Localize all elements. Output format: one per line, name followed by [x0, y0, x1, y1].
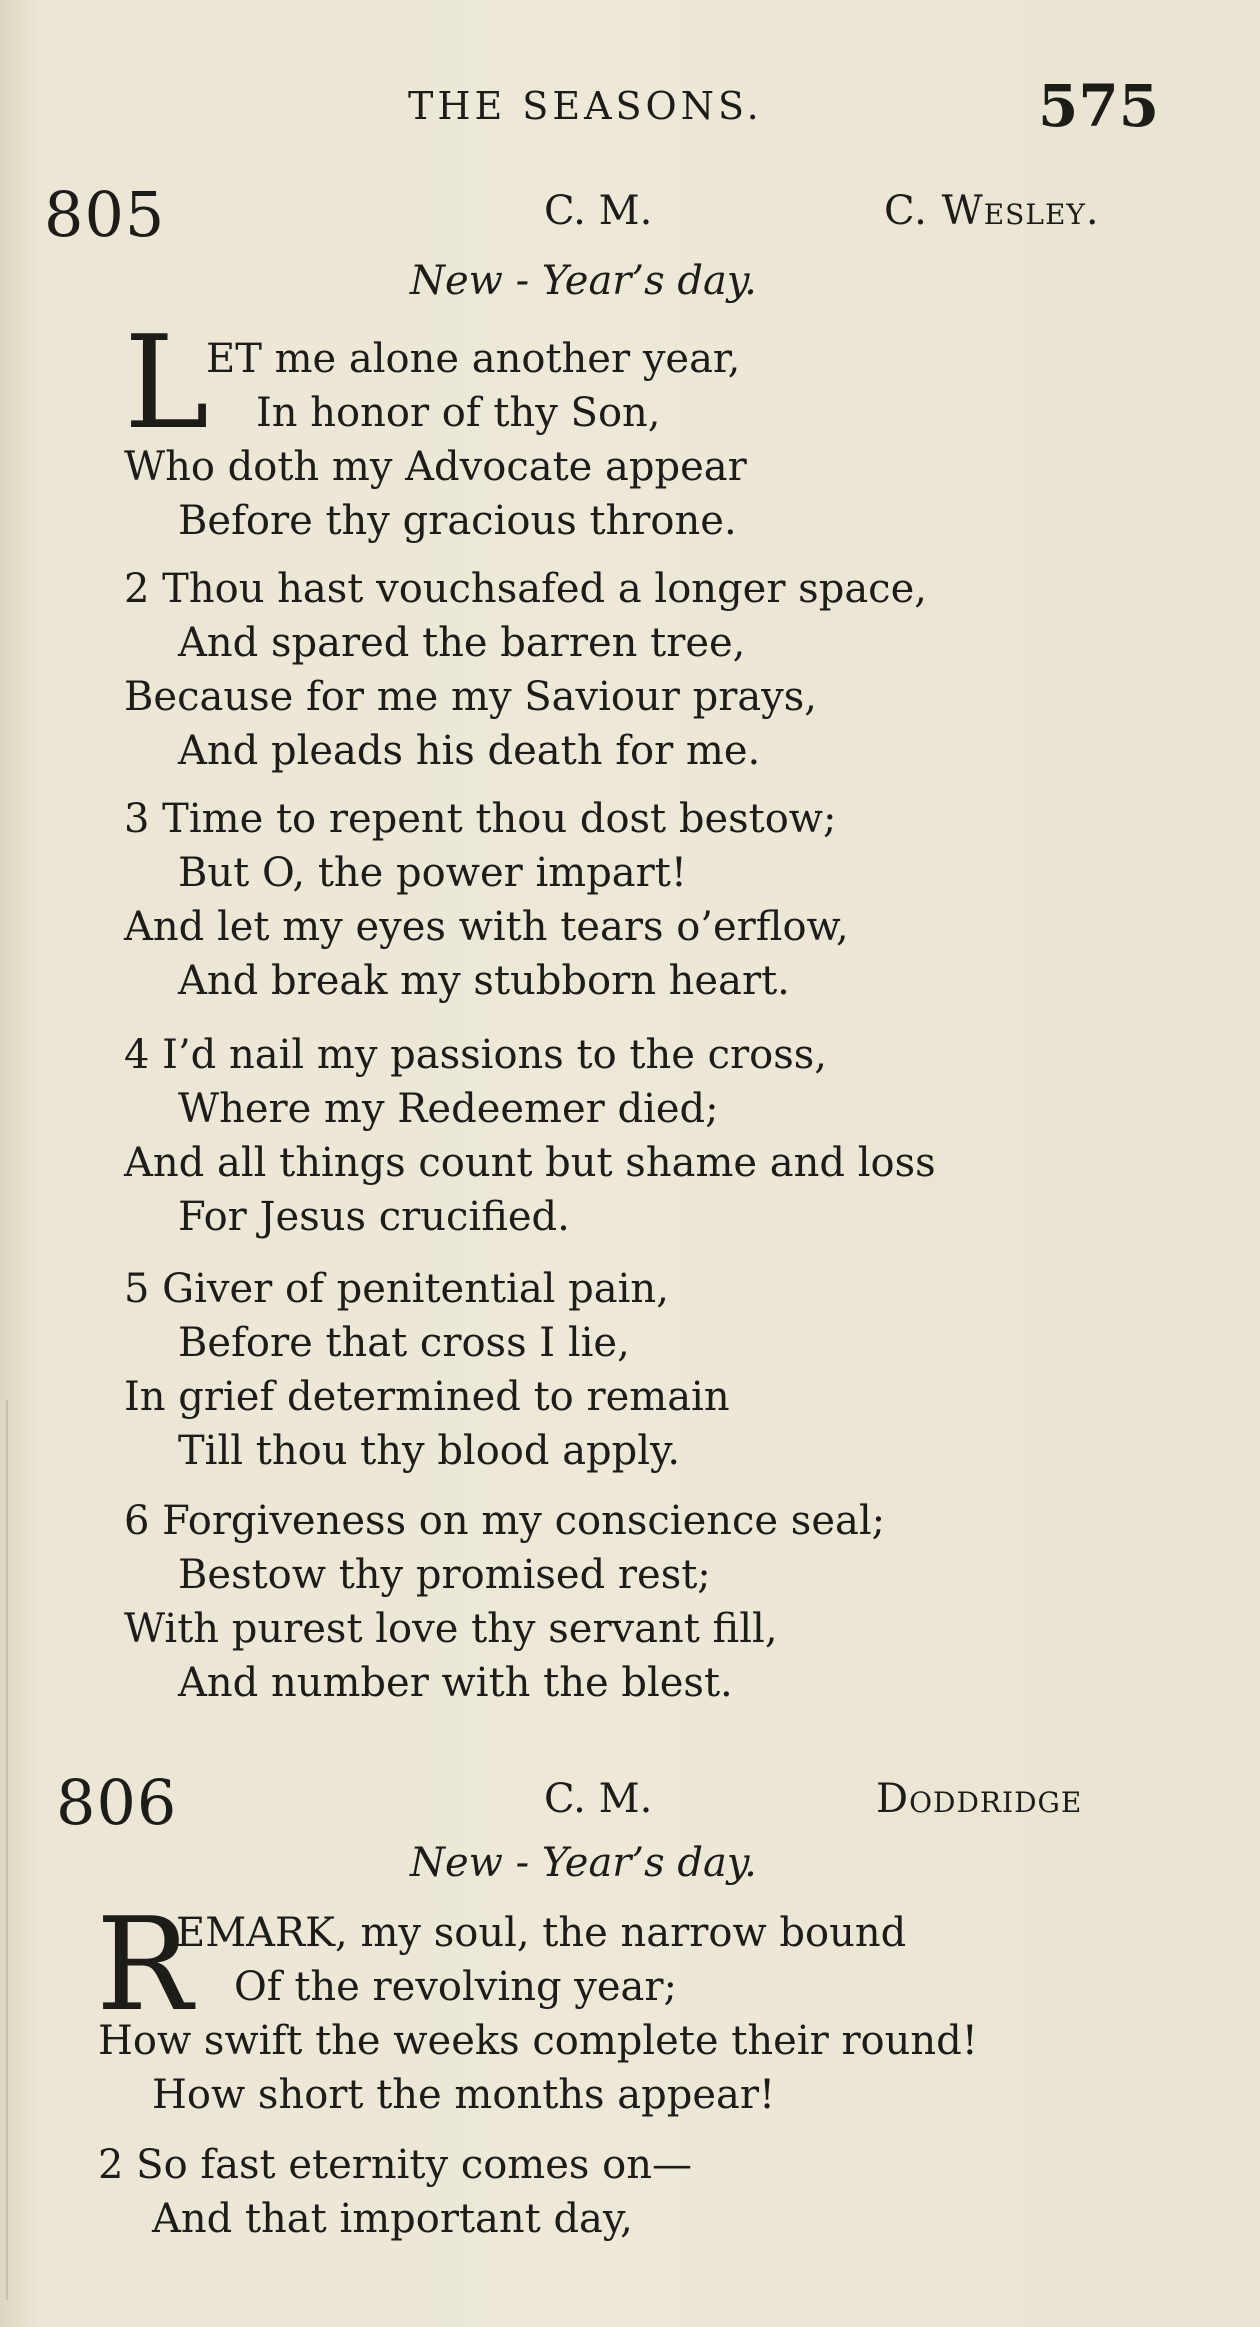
hymn-805-drop-cap: L [124, 309, 209, 458]
hymn-805-number: 805 [44, 178, 166, 251]
hymn-806-number: 806 [56, 1766, 178, 1839]
hymn-805-s3-line4: And break my stubborn heart. [178, 958, 790, 1004]
hymn-805-s1-line1: ET me alone another year, [206, 336, 741, 382]
hymn-806-s1-line3: How swift the weeks complete their round! [98, 2018, 978, 2064]
hymn-805-s2-line1: 2 Thou hast vouchsafed a longer space, [124, 566, 927, 612]
hymn-805-s5-line4: Till thou thy blood apply. [178, 1428, 681, 1474]
hymn-806-s2-line2: And that important day, [152, 2196, 633, 2242]
hymn-805-s3-line3: And let my eyes with tears o’erflow, [124, 904, 849, 950]
hymn-805-s3-line2: But O, the power impart! [178, 850, 687, 896]
hymn-805-s5-line1: 5 Giver of penitential pain, [124, 1266, 669, 1312]
hymn-805-s4-line2: Where my Redeemer died; [178, 1086, 719, 1132]
hymn-805-s5-line2: Before that cross I lie, [178, 1320, 630, 1366]
hymn-806-s1-line2: Of the revolving year; [234, 1964, 677, 2010]
hymn-805-s4-line4: For Jesus crucified. [178, 1194, 570, 1240]
hymn-806-meter: C. M. [544, 1776, 653, 1822]
hymn-805-s6-line4: And number with the blest. [178, 1660, 733, 1706]
hymn-805-s1-line2: In honor of thy Son, [256, 390, 661, 436]
hymn-805-s2-line3: Because for me my Saviour prays, [124, 674, 818, 720]
hymn-806-author: Doddridge [876, 1776, 1083, 1822]
hymn-806-s1-line4: How short the months appear! [152, 2072, 776, 2118]
hymn-806-drop-cap: R [96, 1891, 193, 2040]
hymn-806-s2-line1: 2 So fast eternity comes on— [98, 2142, 692, 2188]
hymn-805-s3-line1: 3 Time to repent thou dost bestow; [124, 796, 837, 842]
hymn-805-s6-line3: With purest love thy servant fill, [124, 1606, 778, 1652]
running-title: THE SEASONS. [408, 84, 763, 128]
hymn-805-s2-line2: And spared the barren tree, [178, 620, 746, 666]
hymn-805-s5-line3: In grief determined to remain [124, 1374, 730, 1420]
hymn-805-s1-line4: Before thy gracious throne. [178, 498, 737, 544]
hymn-805-s2-line4: And pleads his death for me. [178, 728, 761, 774]
hymn-805-s4-line1: 4 I’d nail my passions to the cross, [124, 1032, 828, 1078]
hymn-805-s1-line3: Who doth my Advocate appear [124, 444, 747, 490]
hymn-805-s6-line1: 6 Forgiveness on my conscience seal; [124, 1498, 886, 1544]
hymn-805-s4-line3: And all things count but shame and loss [124, 1140, 936, 1186]
hymn-805-occasion: New - Year’s day. [410, 258, 757, 304]
hymn-805-author: C. Wesley. [884, 188, 1100, 234]
page-edge-shadow [6, 1400, 8, 2300]
hymn-806-s1-line1: EMARK, my soul, the narrow bound [176, 1910, 907, 1956]
hymn-805-s6-line2: Bestow thy promised rest; [178, 1552, 711, 1598]
hymn-805-meter: C. M. [544, 188, 653, 234]
page-number: 575 [1038, 72, 1160, 140]
hymn-806-occasion: New - Year’s day. [410, 1840, 757, 1886]
